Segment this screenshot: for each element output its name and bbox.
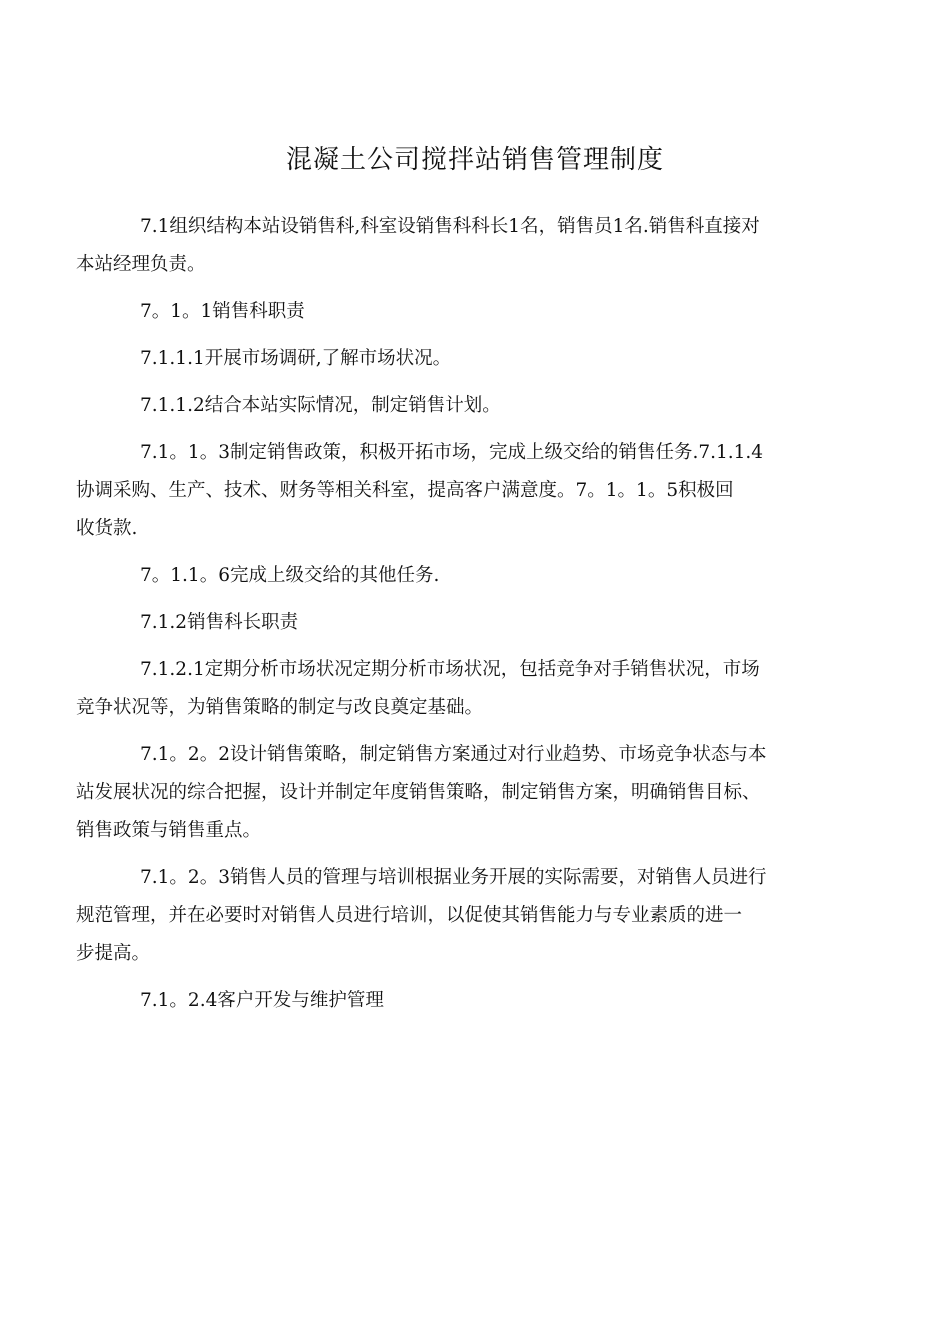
- paragraph-line: 站发展状况的综合把握，设计并制定年度销售策略，制定销售方案，明确销售目标、: [76, 782, 761, 803]
- paragraph-line: 7.1.2销售科长职责: [140, 612, 299, 633]
- paragraph-line: 竞争状况等，为销售策略的制定与改良奠定基础。: [76, 697, 484, 718]
- paragraph-line: 7。1.1。6完成上级交给的其他任务.: [140, 565, 440, 586]
- paragraph: [76, 736, 850, 850]
- paragraph-line: 收货款.: [76, 518, 138, 539]
- paragraph: [76, 859, 850, 973]
- paragraph: [76, 208, 850, 284]
- paragraph: [108, 340, 850, 378]
- paragraph-line: 规范管理，并在必要时对销售人员进行培训，以促使其销售能力与专业素质的进一: [76, 905, 743, 926]
- paragraph-line: 7.1。2.4客户开发与维护管理: [140, 990, 384, 1011]
- paragraph-line: 步提高。: [76, 943, 151, 964]
- paragraph-line: 协调采购、生产、技术、财务等相关科室，提高客户满意度。7。1。1。5积极回: [76, 480, 734, 501]
- paragraph-line: 7.1。2。3销售人员的管理与培训根据业务开展的实际需要，对销售人员进行: [140, 867, 767, 888]
- paragraph: [76, 434, 850, 548]
- paragraph-line: 销售政策与销售重点。: [76, 820, 262, 841]
- document-title: 混凝土公司搅拌站销售管理制度: [285, 145, 664, 175]
- paragraph: [108, 387, 850, 425]
- paragraph-line: 7.1。2。2设计销售策略，制定销售方案通过对行业趋势、市场竞争状态与本: [140, 744, 767, 765]
- paragraph-line: 7.1.1.1开展市场调研,了解市场状况。: [140, 348, 452, 369]
- paragraph-line: 7.1。1。3制定销售政策，积极开拓市场，完成上级交给的销售任务.7.1.1.4: [140, 442, 764, 463]
- paragraph: [108, 982, 850, 1020]
- paragraph-line: 7.1.2.1定期分析市场状况定期分析市场状况，包括竞争对手销售状况，市场: [140, 659, 760, 680]
- paragraph: [108, 293, 850, 331]
- paragraph: [76, 651, 850, 727]
- paragraph-line: 本站经理负责。: [76, 254, 206, 275]
- paragraph: [108, 557, 850, 595]
- document-body: [76, 208, 850, 1029]
- paragraph-line: 7.1.1.2结合本站实际情况，制定销售计划。: [140, 395, 501, 416]
- paragraph-line: 7。1。1销售科职责: [140, 301, 305, 322]
- paragraph: [108, 604, 850, 642]
- paragraph-line: 7.1组织结构本站设销售科,科室设销售科科长1名，销售员1名.销售科直接对: [140, 216, 760, 237]
